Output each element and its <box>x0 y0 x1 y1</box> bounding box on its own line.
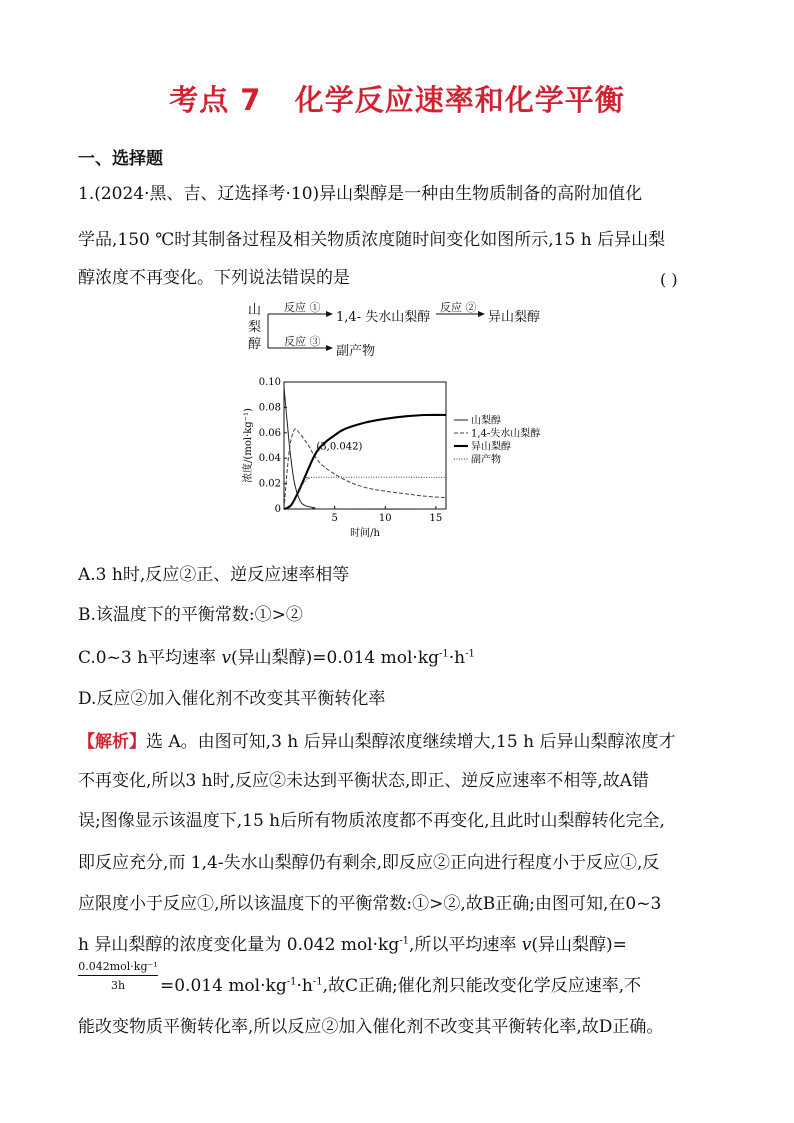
title-text: 化学反应速率和化学平衡 <box>294 83 625 117</box>
title-number: 考点 7 <box>169 83 262 117</box>
x-tick-label: 15 <box>429 513 443 524</box>
legend-label-2: 1,4-失水山梨醇 <box>471 428 541 440</box>
y-axis-label: 浓度/(mol·kg⁻¹) <box>243 408 254 483</box>
y-tick-label: 0.04 <box>258 453 281 465</box>
question-line-3: 醇浓度不再变化。下列说法错误的是 <box>78 268 350 288</box>
analysis-line-1-text: 选 A。由图可知,3 h 后异山梨醇浓度继续增大,15 h 后异山梨醇浓度才 <box>146 732 676 752</box>
reaction-scheme <box>240 302 570 362</box>
analysis-line-6 <box>78 930 722 955</box>
scheme-start-char-2: 梨 <box>248 320 262 335</box>
legend-label-3: 异山梨醇 <box>471 441 511 453</box>
answer-bracket: ( ) <box>660 270 678 289</box>
option-b: B.该温度下的平衡常数:①>② <box>78 605 303 625</box>
scheme-byproduct: 副产物 <box>336 344 376 359</box>
option-c <box>78 643 475 668</box>
analysis-line-6-exp: -1 <box>399 935 409 947</box>
analysis-line-5: 应限度小于反应①,所以该温度下的平衡常数:①>②,故B正确;由图可知,在0~3 <box>78 894 662 914</box>
x-tick-label: 10 <box>378 513 392 524</box>
analysis-line-7a: =0.014 mol·kg <box>160 976 287 996</box>
analysis-line-6b: ,所以平均速率 <box>408 935 522 955</box>
option-c-exp1: -1 <box>439 648 449 660</box>
y-tick-label: 0.08 <box>258 402 281 414</box>
scheme-reaction-3: 反应 ③ <box>284 335 321 348</box>
option-c-exp2: -1 <box>465 648 475 660</box>
option-d: D.反应②加入催化剂不改变其平衡转化率 <box>78 689 386 709</box>
series-line-3 <box>284 415 446 509</box>
scheme-start-char-1: 山 <box>248 303 262 318</box>
analysis-line-6-v: v <box>521 935 532 955</box>
analysis-line-4: 即反应充分,而 1,4-失水山梨醇仍有剩余,即反应②正向进行程度小于反应①,反 <box>78 853 660 873</box>
page-title <box>0 78 794 119</box>
question-line-2: 学品,150 ℃时其制备过程及相关物质浓度随时间变化如图所示,15 h 后异山梨 <box>78 230 666 250</box>
legend-label-4: 副产物 <box>471 454 501 466</box>
fraction-denominator: 3h <box>110 979 126 992</box>
question-line-1: 1.(2024·黑、吉、辽选择考·10)异山梨醇是一种由生物质制备的高附加值化 <box>78 184 643 204</box>
analysis-line-7-exp2: -1 <box>312 976 323 988</box>
section-heading: 一、选择题 <box>78 149 163 169</box>
series-line-4 <box>284 477 446 509</box>
y-tick-label: 0 <box>274 504 281 515</box>
x-axis-label: 时间/h <box>350 528 380 539</box>
point-annotation: (3,0.042) <box>316 441 363 453</box>
analysis-line-1 <box>78 727 722 752</box>
analysis-line-7-exp1: -1 <box>286 976 297 988</box>
scheme-reaction-2: 反应 ② <box>440 301 477 314</box>
fraction-numerator: 0.042mol·kg⁻¹ <box>78 960 158 976</box>
analysis-line-8: 能改变物质平衡转化率,所以反应②加入催化剂不改变其平衡转化率,故D正确。 <box>78 1017 664 1037</box>
analysis-line-3: 误;图像显示该温度下,15 h后所有物质浓度都不再变化,且此时山梨醇转化完全, <box>78 811 665 831</box>
analysis-line-6c: (异山梨醇)= <box>531 935 627 955</box>
y-tick-label: 0.10 <box>258 377 281 388</box>
analysis-line-6a: h 异山梨醇的浓度变化量为 0.042 mol·kg <box>78 935 400 955</box>
y-tick-label: 0.06 <box>258 427 281 439</box>
legend-label-1: 山梨醇 <box>471 415 501 427</box>
concentration-chart <box>238 372 568 540</box>
analysis-line-7 <box>160 971 722 996</box>
option-c-mid: (异山梨醇)=0.014 mol·kg <box>231 648 440 668</box>
scheme-intermediate: 1,4- 失水山梨醇 <box>336 310 431 325</box>
scheme-reaction-1: 反应 ① <box>284 301 321 314</box>
analysis-line-2: 不再变化,所以3 h时,反应②未达到平衡状态,即正、逆反应速率不相等,故A错 <box>78 771 650 791</box>
x-tick-label: 5 <box>331 513 338 524</box>
rate-fraction <box>78 960 158 992</box>
analysis-line-7c: ,故C正确;催化剂只能改变化学反应速率,不 <box>322 976 642 996</box>
series-line-1 <box>284 387 446 509</box>
option-a: A.3 h时,反应②正、逆反应速率相等 <box>78 565 350 585</box>
y-tick-label: 0.02 <box>258 478 281 490</box>
scheme-product: 异山梨醇 <box>488 310 541 325</box>
analysis-line-7b: ·h <box>296 976 313 996</box>
scheme-start-char-3: 醇 <box>248 337 262 352</box>
option-c-mid2: ·h <box>448 648 466 668</box>
option-c-v: v <box>221 648 232 668</box>
analysis-tag: 【解析】 <box>78 732 146 752</box>
option-c-pre: C.0~3 h平均速率 <box>78 648 222 668</box>
